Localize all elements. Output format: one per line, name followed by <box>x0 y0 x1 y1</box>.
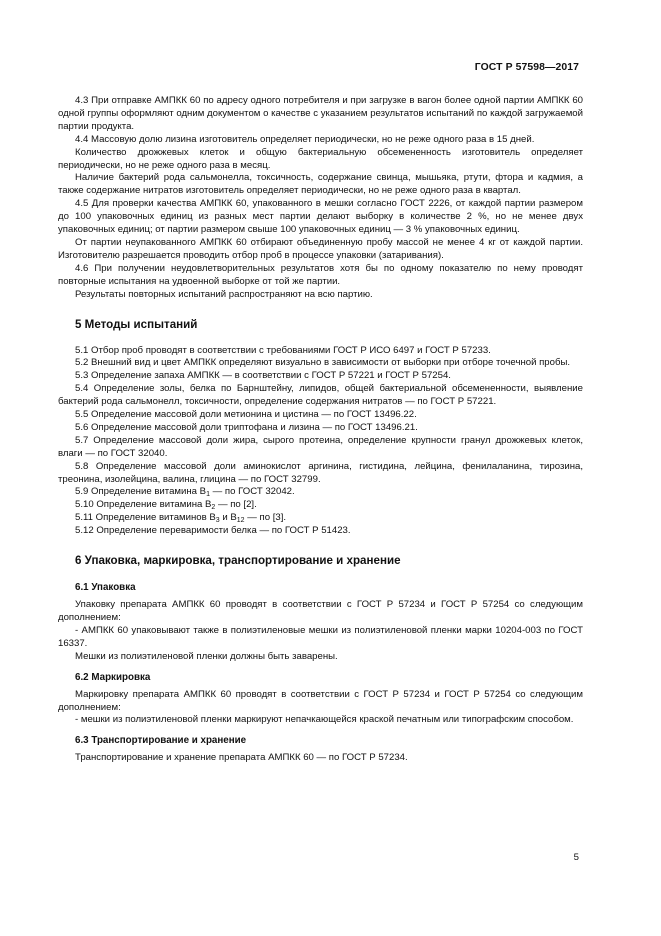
paragraph-6-1-intro: Упаковку препарата АМПКК 60 проводят в соответствии с ГОСТ Р 57234 и ГОСТ Р 57254 со следующим дополнением: <box>58 599 583 623</box>
document-body <box>58 95 583 765</box>
text-5-9-a: 5.9 Определение витамина B <box>75 486 207 498</box>
paragraph-5-4: 5.4 Определение золы, белка по Барнштейну, липидов, общей бактериальной обсемененности, выявление бактерий рода сальмонелл, токсичности, определение содержания нитратов — по ГОСТ Р 57221. <box>58 383 583 408</box>
page-number: 5 <box>573 852 579 863</box>
paragraph-4-4-salmonella: Наличие бактерий рода сальмонелла, токсичность, содержание свинца, мышьяка, ртути, фтора и кадмия, а также содержание нитратов изготовитель определяет периодически, но не реже одного раза в квартал. <box>58 172 583 197</box>
paragraph-4-5-unpacked: От партии неупакованного АМПКК 60 отбирают объединенную пробу массой не менее 4 кг от каждой партии. Изготовителю разрешается проводить отбор проб в процессе упаковки (затаривания). <box>58 236 583 261</box>
subscript-5-11-b12: 12 <box>236 517 245 525</box>
paragraph-4-3: 4.3 При отправке АМПКК 60 по адресу одного потребителя и при загрузке в вагон более одной партии АМПКК 60 одной группы оформляют одним документом о качестве с указанием результатов испытаний по каждой загружаемой партии продукта. <box>58 95 583 132</box>
paragraph-4-5: 4.5 Для проверки качества АМПКК 60, упакованного в мешки согласно ГОСТ 2226, от каждой партии размером до 100 упаковочных единиц из разных мест партии делают выборку в количестве 2 %, но не менее двух упаковочных единиц; от партии размером свыше 100 упаковочных единиц — 3 % упаковочных единиц. <box>58 198 583 236</box>
subscript-5-9: 1 <box>206 491 210 499</box>
paragraph-5-2: 5.2 Внешний вид и цвет АМПКК определяют визуально в зависимости от выборки при отборе точечной пробы. <box>75 357 571 369</box>
paragraph-5-9 <box>58 486 583 499</box>
subsection-6-2-title: 6.2 Маркировка <box>75 671 151 683</box>
paragraph-4-6-results: Результаты повторных испытаний распространяют на всю партию. <box>75 288 373 300</box>
paragraph-5-10 <box>58 499 583 512</box>
paragraph-4-4-yeast: Количество дрожжевых клеток и общую бактериальную обсемененность изготовитель определяет периодически, но не реже одного раза в месяц. <box>58 146 583 171</box>
paragraph-6-2-list-item: - мешки из полиэтиленовой пленки маркируют непачкающейся краской печатным или типографским способом. <box>75 714 574 726</box>
paragraph-6-1-list-item: - АМПКК 60 упаковывают также в полиэтиленовые мешки из полиэтиленовой пленки марки 10204-003 по ГОСТ 16337. <box>58 624 583 649</box>
paragraph-5-8: 5.8 Определение массовой доли аминокислот аргинина, гистидина, лейцина, фенилаланина, тирозина, треонина, изолейцина, валина, глицина — по ГОСТ 32799. <box>58 460 583 485</box>
text-5-11-b: — по [3]. <box>244 512 287 524</box>
text-5-10-b: — по [2]. <box>215 499 257 511</box>
paragraph-5-7: 5.7 Определение массовой доли жира, сырого протеина, определение крупности гранул дрожжевых клеток, влаги — по ГОСТ 32040. <box>58 434 583 459</box>
section-6-title: 6 Упаковка, маркировка, транспортирование и хранение <box>75 554 401 568</box>
subsection-6-1-title: 6.1 Упаковка <box>75 582 136 594</box>
document-header: ГОСТ Р 57598—2017 <box>474 62 579 73</box>
paragraph-5-3: 5.3 Определение запаха АМПКК — в соответствии с ГОСТ Р 57221 и ГОСТ Р 57254. <box>75 370 451 382</box>
section-5-title: 5 Методы испытаний <box>75 317 198 331</box>
subsection-6-3-title: 6.3 Транспортирование и хранение <box>75 735 247 747</box>
paragraph-5-1: 5.1 Отбор проб проводят в соответствии с требованиями ГОСТ Р ИСО 6497 и ГОСТ Р 57233. <box>75 344 491 356</box>
text-5-10-a: 5.10 Определение витамина B <box>75 499 212 511</box>
subscript-5-11-b3: 3 <box>215 517 220 525</box>
paragraph-6-3: Транспортирование и хранение препарата АМПКК 60 — по ГОСТ Р 57234. <box>75 752 408 764</box>
paragraph-4-6: 4.6 При получении неудовлетворительных результатов хотя бы по одному показателю по нему проводят повторные испытания на удвоенной выборке от той же партии. <box>58 262 583 287</box>
paragraph-4-4: 4.4 Массовую долю лизина изготовитель определяет периодически, но не реже одного раза в 15 дней. <box>75 133 535 145</box>
paragraph-5-6: 5.6 Определение массовой доли триптофана и лизина — по ГОСТ 13496.21. <box>75 421 418 433</box>
text-5-11-a: 5.11 Определение витаминов B <box>75 512 216 524</box>
paragraph-5-12: 5.12 Определение переваримости белка — по ГОСТ Р 51423. <box>75 525 351 537</box>
paragraph-6-1-sealed: Мешки из полиэтиленовой пленки должны быть заварены. <box>75 650 338 662</box>
paragraph-5-11 <box>58 512 583 525</box>
subscript-5-10: 2 <box>211 504 216 512</box>
paragraph-5-5: 5.5 Определение массовой доли метионина и цистина — по ГОСТ 13496.22. <box>75 409 417 421</box>
text-5-9-b: — по ГОСТ 32042. <box>209 486 295 498</box>
text-5-11-mid: и B <box>219 512 237 524</box>
paragraph-6-2-intro: Маркировку препарата АМПКК 60 проводят в соответствии с ГОСТ Р 57234 и ГОСТ Р 57254 со следующим дополнением: <box>58 688 583 713</box>
